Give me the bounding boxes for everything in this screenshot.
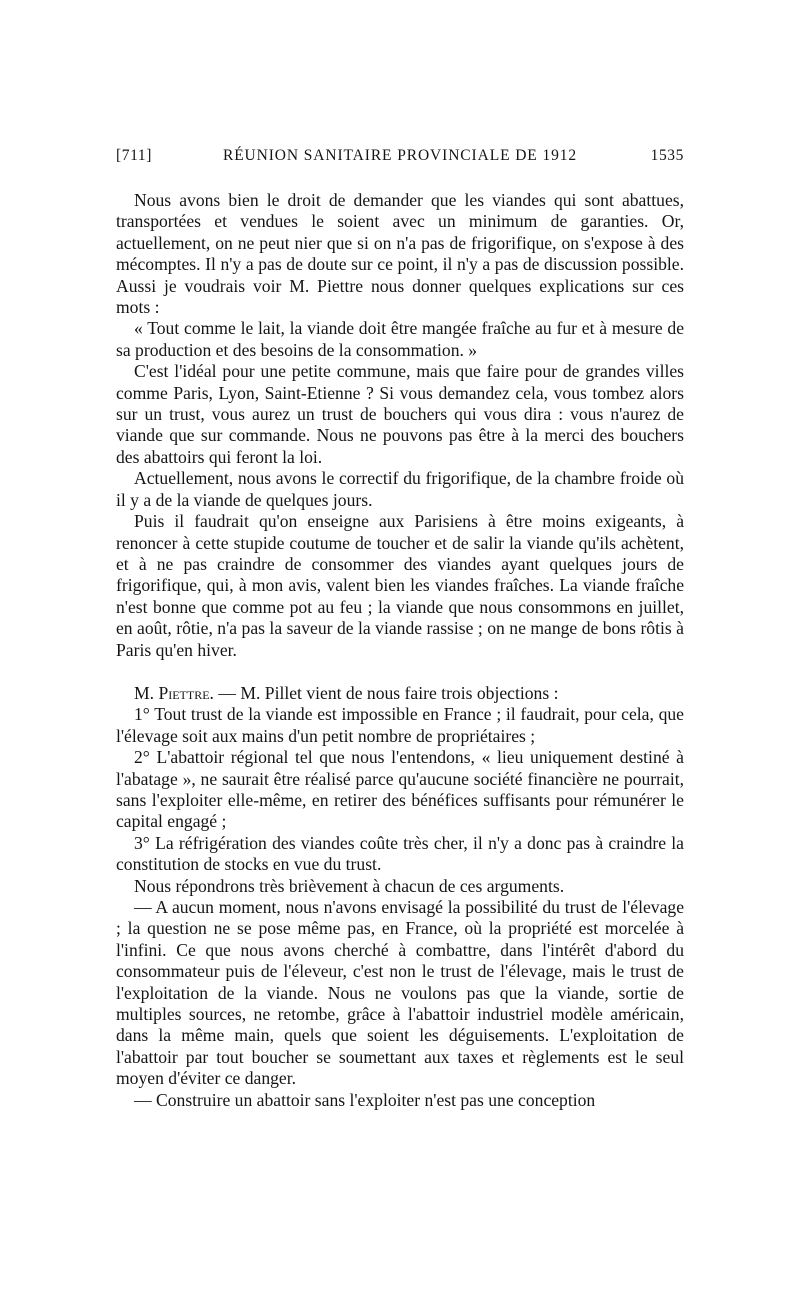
response-paragraph: Nous répondrons très brièvement à chacun de ces arguments. xyxy=(134,875,565,896)
speaker-paragraph xyxy=(116,683,684,704)
response-paragraph: — A aucun moment, nous n'avons envisagé la possibilité du trust de l'élevage ; la question ne se pose même pas, en France, où la propriété est morcelée à l'infini. Ce que nous avons cherché à combattre, dans l'intérêt d'abord du consommateur puis de l'éleveur, c'est non le trust de l'élevage, mais le trust de l'exploitation de la viande. Nous ne voulons pas que la viande, sortie de multiples sources, ne retombe, grâce à l'abattoir industriel modèle américain, dans la même main, quels que soient les déguisements. L'exploitation de l'abattoir par tout boucher se soumettant aux taxes et règlements est le seul moyen d'éviter ce danger. xyxy=(116,897,684,1089)
document-page xyxy=(116,144,684,1111)
paragraph: C'est l'idéal pour une petite commune, mais que faire pour de grandes villes comme Paris, Lyon, Saint-Etienne ? Si vous demandez cela, vous tombez alors sur un trust, vous aurez un trust de bouchers qui vous dira : vous n'aurez de viande que sur commande. Nous ne pouvons pas être à la merci des bouchers des abattoirs qui feront la loi. xyxy=(116,361,684,467)
running-header xyxy=(116,144,684,168)
paragraph: Actuellement, nous avons le correctif du frigorifique, de la chambre froide où il y a de la viande de quelques jours. xyxy=(116,468,684,510)
running-title: RÉUNION SANITAIRE PROVINCIALE DE 1912 xyxy=(222,147,578,164)
section-number: [711] xyxy=(116,147,152,164)
body-text xyxy=(116,190,684,1111)
paragraph: Nous avons bien le droit de demander que les viandes qui sont abattues, transportées et vendues le soient avec un minimum de garanties. Or, actuellement, on ne peut nier que si on n'a pas de frigorifique, on s'expose à des mécomptes. Il n'y a pas de doute sur ce point, il n'y a pas de discussion possible. Aussi je voudrais voir M. Piettre nous donner quelques explications sur ces mots : xyxy=(116,190,684,318)
speaker-text: — M. Pillet vient de nous faire trois objections : xyxy=(218,682,559,703)
quotation-paragraph: « Tout comme le lait, la viande doit être mangée fraîche au fur et à mesure de sa production et des besoins de la consommation. » xyxy=(116,318,684,360)
response-paragraph: — Construire un abattoir sans l'exploiter n'est pas une conception xyxy=(134,1089,596,1110)
paragraph: Puis il faudrait qu'on enseigne aux Parisiens à être moins exigeants, à renoncer à cette stupide coutume de toucher et de salir la viande qu'ils achètent, et à ne pas craindre de consommer des viandes ayant quelques jours de frigorifique, qui, à mon avis, valent bien les viandes fraîches. La viande fraîche n'est bonne que comme pot au feu ; la viande que nous consommons en juillet, en août, rôtie, n'a pas la saveur de la viande rassise ; on ne mange de bons rôtis à Paris qu'en hiver. xyxy=(116,511,684,660)
section-break xyxy=(116,661,684,683)
objection-item: 1° Tout trust de la viande est impossible en France ; il faudrait, pour cela, que l'élevage soit aux mains d'un petit nombre de propriétaires ; xyxy=(116,704,684,746)
speaker-name: M. Piettre. xyxy=(134,682,214,703)
objection-item: 3° La réfrigération des viandes coûte très cher, il n'y a donc pas à craindre la constitution de stocks en vue du trust. xyxy=(116,832,684,875)
page-number: 1535 xyxy=(650,147,684,164)
objection-item: 2° L'abattoir régional tel que nous l'entendons, « lieu uniquement destiné à l'abatage », ne saurait être réalisé parce qu'aucune société financière ne pourrait, sans l'exploiter elle-même, en retirer des bénéfices suffisants pour rémunérer le capital engagé ; xyxy=(116,747,684,832)
